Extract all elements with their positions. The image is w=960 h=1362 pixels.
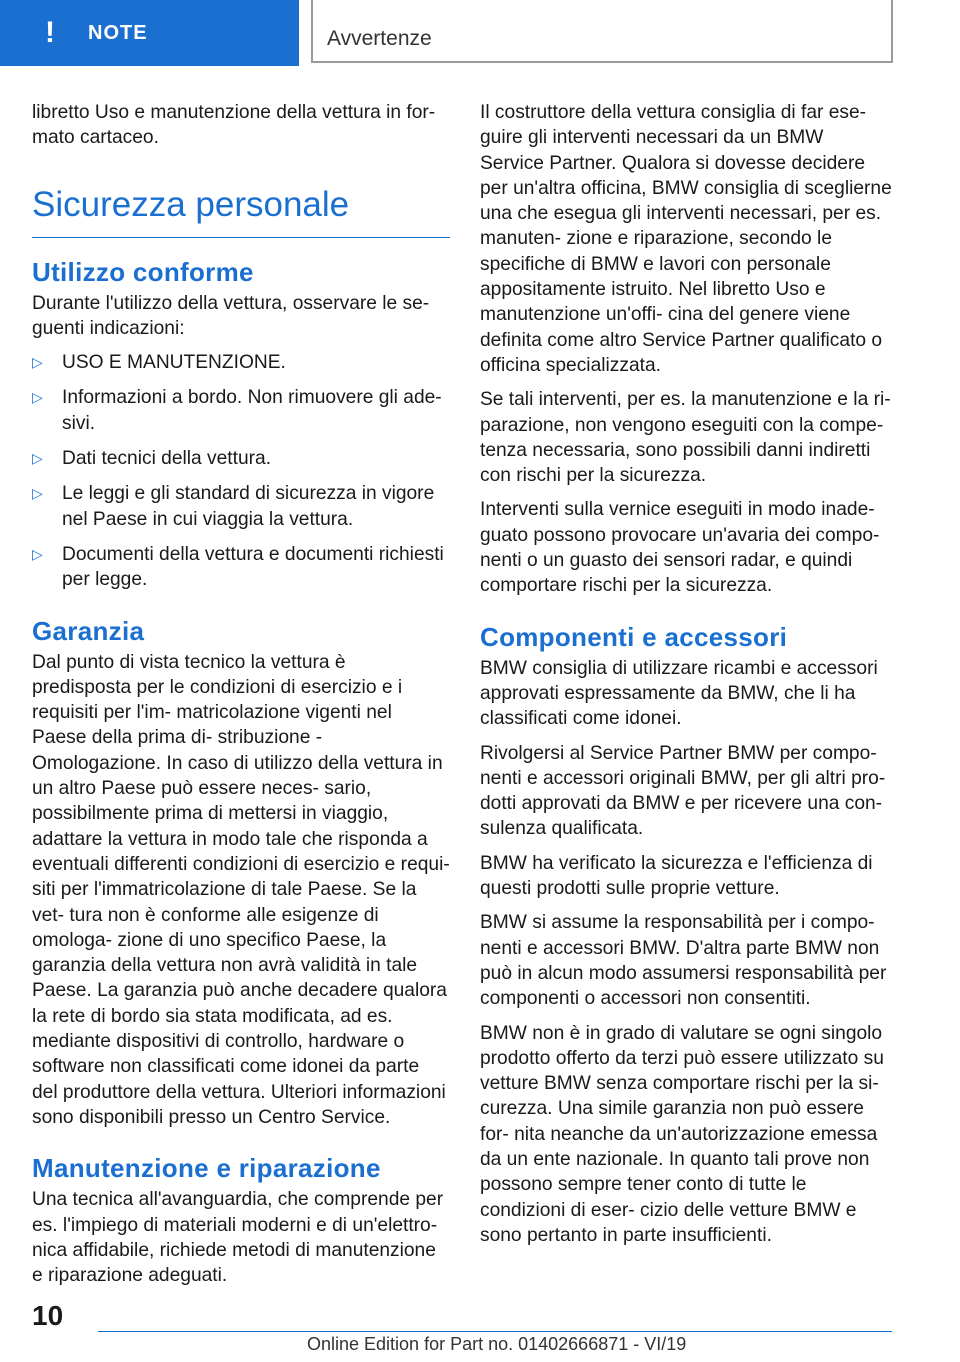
- section-title: Avvertenze: [327, 27, 432, 50]
- intro-text: libretto Uso e manutenzione della vettura in for- mato cartaceo.: [32, 102, 436, 149]
- triangle-bullet-icon: ▷: [32, 389, 43, 406]
- paragraph: BMW si assume la responsabilità per i compo- nenti e accessori BMW. D'altra parte BMW non può in alcun modo assumersi responsabilità per componenti o accessori non consentiti.: [480, 912, 887, 1010]
- list-item: ▷ Le leggi e gli standard di sicurezza in vigore nel Paese in cui viaggia la vettura.: [32, 483, 435, 530]
- paragraph: Interventi sulla vernice eseguiti in modo inade- guato possono provocare un'avaria dei compo- nenti o un guasto dei sensori radar, e quindi comportare rischi per la sicurezza.: [480, 499, 880, 597]
- right-column: [480, 100, 892, 1257]
- list-item: ▷ USO E MANUTENZIONE.: [32, 350, 450, 375]
- manutenzione-text: Una tecnica all'avanguardia, che comprende per es. l'impiego di materiali moderni e di un'elettro- nica affidabile, richiede metodi di manutenzione e riparazione adeguati.: [32, 1189, 444, 1287]
- list-item: ▷ Informazioni a bordo. Non rimuovere gli ade- sivi.: [32, 387, 442, 434]
- garanzia-text: Dal punto di vista tecnico la vettura è predisposta per le condizioni di esercizio e i requisiti per l'im- matricolazione vigenti nel Paese della prima di- stribuzione - Omologazione. In caso di utilizzo della vettura in un altro Paese può essere neces- sario, possibilmente prima di mettersi in viaggio, adattare la vettura in modo tale che risponda a eventuali differenti condizioni di esercizio e requi- siti per l'immatricolazione di tale Paese. Se la vet- tura non è conforme alle esigenze di omologa- zione di uno specifico Paese, la garanzia della vettura non avrà validità in tale Paese. La garanzia può anche decadere qualora la rete di bordo sia stata modificata, ad es. mediante dispositivi di controllo, hardware o software non classificati come idonei da parte del produttore della vettura. Ulteriori informazioni sono disponibili presso un Centro Service.: [32, 651, 450, 1128]
- page-number: 10: [32, 1300, 64, 1331]
- list-item: ▷ Documenti della vettura e documenti richiesti per legge.: [32, 543, 444, 591]
- paragraph: Rivolgersi al Service Partner BMW per compo- nenti e accessori originali BMW, per gli altri pro- dotti approvati da BMW e per ricevere una con- sulenza qualificata.: [480, 742, 886, 840]
- edition-footer: Online Edition for Part no. 01402666871 - VI/19: [307, 1334, 687, 1354]
- list-item: ▷ Dati tecnici della vettura.: [32, 446, 450, 471]
- main-heading: Sicurezza personale: [32, 185, 450, 238]
- paragraph: Se tali interventi, per es. la manutenzione e la ri- parazione, non vengono eseguiti con la compe- tenza necessaria, sono possibili danni indiretti con rischi per la sicurezza.: [480, 389, 891, 487]
- triangle-bullet-icon: ▷: [32, 450, 43, 467]
- heading-garanzia: Garanzia: [32, 615, 145, 646]
- footer-divider: [98, 1331, 892, 1332]
- heading-utilizzo: Utilizzo conforme: [32, 256, 254, 287]
- paragraph: BMW consiglia di utilizzare ricambi e accessori approvati espressamente da BMW, che li ha classificati come idonei.: [480, 657, 878, 730]
- paragraph: BMW non è in grado di valutare se ogni singolo prodotto offerto da terzi può essere utilizzato su vetture BMW senza comportare rischi per la si- curezza. Una simile garanzia non può essere for- nita neanche da un'autorizzazione emessa da un ente nazionale. In quanto tali prove non possono sempre tener conto di tutte le condizioni di eser- cizio delle vetture BMW e sono pertanto in parte insufficienti.: [480, 1022, 884, 1246]
- exclamation-icon: !: [45, 16, 55, 49]
- note-label: NOTE: [88, 21, 148, 44]
- triangle-bullet-icon: ▷: [32, 354, 43, 371]
- heading-manutenzione: Manutenzione e riparazione: [32, 1153, 381, 1184]
- section-header: [311, 0, 893, 63]
- paragraph: BMW ha verificato la sicurezza e l'efficienza di questi prodotti sulle proprie vetture.: [480, 852, 873, 900]
- paragraph: Il costruttore della vettura consiglia di far ese- guire gli interventi necessari da un BMW Service Partner. Qualora si dovesse decidere per un'altra officina, BMW consiglia di sceglierne una che esegua gli interventi necessari, per es. manuten- zione e riparazione, secondo le specifiche di BMW e lavori con personale appositamente istruito. Nel libretto Uso e manutenzione un'offi- cina del genere viene definita come altro Service Partner qualificato o officina specializzata.: [480, 102, 892, 376]
- triangle-bullet-icon: ▷: [32, 485, 43, 502]
- utilizzo-list: [32, 350, 450, 592]
- heading-componenti: Componenti e accessori: [480, 621, 788, 652]
- left-column: [32, 100, 450, 1297]
- utilizzo-text: Durante l'utilizzo della vettura, osservare le se- guenti indicazioni:: [32, 292, 430, 339]
- triangle-bullet-icon: ▷: [32, 545, 43, 562]
- note-tab: [0, 0, 299, 66]
